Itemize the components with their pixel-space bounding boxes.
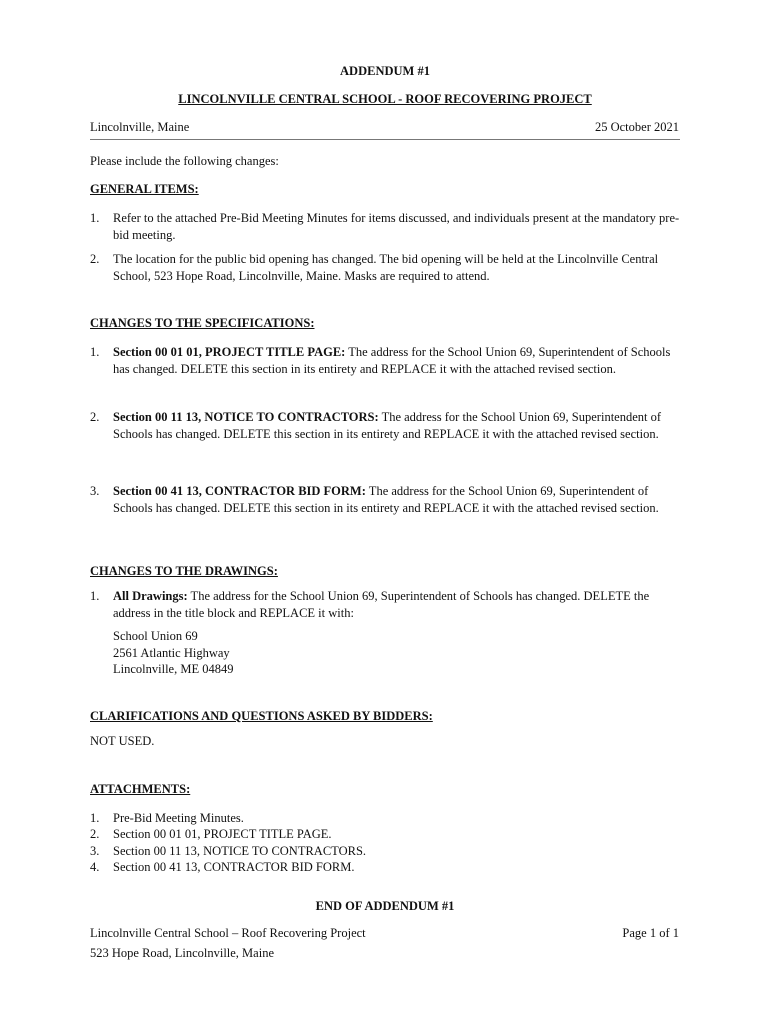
item-number: 2.: [90, 827, 100, 841]
attachment-item: [90, 859, 680, 876]
drawing-item: [90, 588, 680, 621]
header-rule: [90, 139, 680, 140]
item-text: The address for the School Union 69, Superintendent of Schools has changed. DELETE this section in its entirety and REPLACE it with the attached revised section.: [113, 345, 671, 376]
project-title: LINCOLNVILLE CENTRAL SCHOOL - ROOF RECOVERING PROJECT: [178, 92, 592, 106]
footer-page-number: Page 1 of 1: [622, 926, 679, 940]
item-text: Section 00 11 13, NOTICE TO CONTRACTORS.: [113, 844, 367, 858]
item-text: The location for the public bid opening has changed. The bid opening will be held at the Lincolnville Central School, 523 Hope Road, Lincolnville, Maine. Masks are required to attend.: [113, 252, 659, 283]
specs-heading: CHANGES TO THE SPECIFICATIONS:: [90, 316, 315, 330]
item-number: 2.: [90, 252, 100, 266]
footer-project: Lincolnville Central School – Roof Recovering Project: [90, 926, 366, 940]
item-text: Section 00 01 01, PROJECT TITLE PAGE.: [113, 827, 332, 841]
header-location: Lincolnville, Maine: [90, 120, 190, 134]
clarifications-text: NOT USED.: [90, 734, 155, 748]
item-text: The address for the School Union 69, Superintendent of Schools has changed. DELETE this section in its entirety and REPLACE it with the attached revised section.: [113, 410, 662, 441]
item-text: The address for the School Union 69, Superintendent of Schools has changed. DELETE this section in its entirety and REPLACE it with the attached revised section.: [113, 484, 659, 515]
replacement-address: [113, 628, 233, 678]
item-number: 3.: [90, 484, 100, 498]
item-text: Pre-Bid Meeting Minutes.: [113, 811, 244, 825]
header-date: 25 October 2021: [594, 120, 679, 134]
spec-item: [90, 483, 680, 516]
item-number: 1.: [90, 811, 100, 825]
item-number: 1.: [90, 589, 100, 603]
end-of-addendum: END OF ADDENDUM #1: [315, 899, 455, 913]
address-line: School Union 69: [113, 629, 198, 643]
item-number: 2.: [90, 410, 100, 424]
footer-address: 523 Hope Road, Lincolnville, Maine: [90, 946, 274, 960]
item-text: The address for the School Union 69, Superintendent of Schools has changed. DELETE the address in the title block and REPLACE it with:: [113, 589, 650, 620]
general-item: [90, 210, 680, 243]
drawings-heading: CHANGES TO THE DRAWINGS:: [90, 564, 278, 578]
spec-item: [90, 409, 680, 442]
item-section-title: Section 00 11 13, NOTICE TO CONTRACTORS:: [113, 410, 379, 424]
item-section-title: Section 00 01 01, PROJECT TITLE PAGE:: [113, 345, 346, 359]
general-item: [90, 251, 680, 284]
intro-text: Please include the following changes:: [90, 154, 279, 168]
attachment-item: [90, 826, 680, 843]
general-heading: GENERAL ITEMS:: [90, 182, 199, 196]
item-number: 4.: [90, 860, 100, 874]
item-section-title: All Drawings:: [113, 589, 188, 603]
attachment-item: [90, 810, 680, 827]
addendum-title: ADDENDUM #1: [340, 64, 430, 78]
attachment-item: [90, 843, 680, 860]
clarifications-heading: CLARIFICATIONS AND QUESTIONS ASKED BY BIDDERS:: [90, 709, 433, 723]
address-line: 2561 Atlantic Highway: [113, 645, 230, 660]
item-text: Refer to the attached Pre-Bid Meeting Minutes for items discussed, and individuals present at the mandatory pre-bid meeting.: [113, 211, 680, 242]
spec-item: [90, 344, 680, 377]
item-number: 1.: [90, 211, 100, 225]
item-text: Section 00 41 13, CONTRACTOR BID FORM.: [113, 860, 355, 874]
item-section-title: Section 00 41 13, CONTRACTOR BID FORM:: [113, 484, 366, 498]
item-number: 3.: [90, 844, 100, 858]
attachments-heading: ATTACHMENTS:: [90, 782, 191, 796]
address-line: Lincolnville, ME 04849: [113, 662, 234, 676]
item-number: 1.: [90, 345, 100, 359]
